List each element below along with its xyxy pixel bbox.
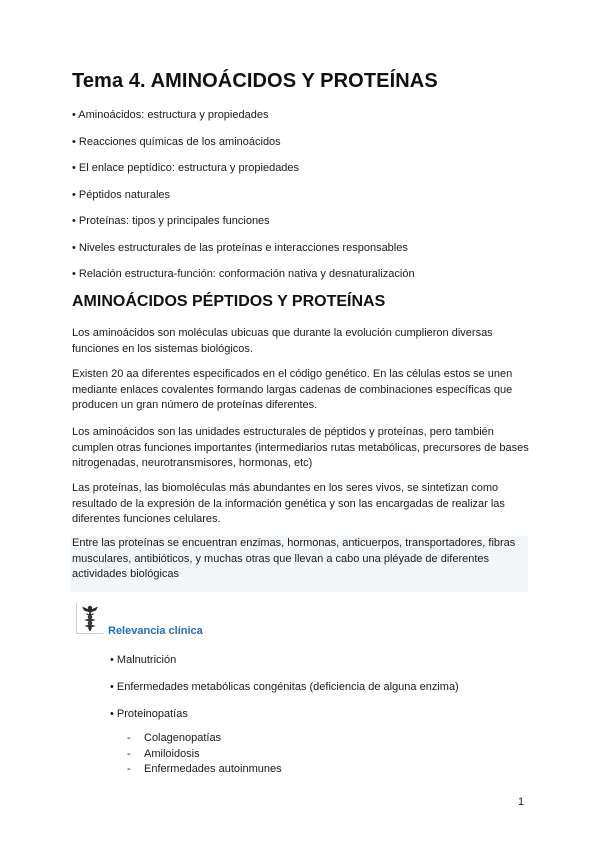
list-item: • Proteínas: tipos y principales funciones — [72, 215, 270, 227]
clinical-relevance-title: Relevancia clínica — [108, 625, 203, 637]
list-item: • Proteinopatías — [110, 708, 188, 720]
paragraph: Los aminoácidos son moléculas ubicuas que durante la evolución cumplieron diversas funciones en los sistemas biológicos. — [72, 327, 493, 355]
section-heading: AMINOÁCIDOS PÉPTIDOS Y PROTEÍNAS — [72, 293, 386, 310]
paragraph: Entre las proteínas se encuentran enzimas, hormonas, anticuerpos, transportadores, fibras musculares, antibióticos, y muchas otras que llevan a cabo una pléyade de diferentes actividades biológicas — [72, 537, 516, 580]
paragraph: Los aminoácidos son las unidades estructurales de péptidos y proteínas, pero también cumplen otras funciones importantes (intermediarios rutas metabólicas, precursores de bases nitrogenadas, neurotransmisores, hormonas, etc) — [72, 426, 529, 469]
proteinopathy-sublist — [127, 731, 282, 778]
list-item — [127, 762, 282, 778]
list-item-label: Colagenopatías — [144, 732, 222, 744]
caduceus-icon — [81, 604, 99, 632]
page-number: 1 — [518, 796, 525, 808]
list-item: • Niveles estructurales de las proteínas e interacciones responsables — [72, 241, 408, 254]
list-item-label: Enfermedades autoinmunes — [144, 763, 282, 775]
clinical-list — [110, 652, 459, 733]
paragraph: Existen 20 aa diferentes especificados en el código genético. En las células estos se unen mediante enlaces covalentes formando largas cadenas de combinaciones específicas que producen un gran número de proteínas diferentes. — [72, 368, 513, 411]
list-item: • Péptidos naturales — [72, 188, 171, 201]
list-item: • Aminoácidos: estructura y propiedades — [72, 109, 269, 121]
list-item: • Enfermedades metabólicas congénitas (deficiencia de alguna enzima) — [110, 681, 459, 693]
list-item-label: Amiloidosis — [144, 747, 200, 760]
caduceus-icon-frame — [76, 603, 103, 634]
dash-bullet: - — [127, 763, 131, 775]
topic-list — [72, 107, 415, 293]
list-item: • Reacciones químicas de los aminoácidos — [72, 135, 281, 148]
list-item: • Relación estructura-función: conformación nativa y desnaturalización — [72, 268, 415, 280]
list-item — [127, 747, 282, 763]
paragraph: Las proteínas, las biomoléculas más abundantes en los seres vivos, se sintetizan como resultado de la expresión de la información genética y son las encargadas de realizar las diferentes funciones celulares. — [72, 482, 505, 525]
list-item: • Malnutrición — [110, 654, 177, 666]
page-title: Tema 4. AMINOÁCIDOS Y PROTEÍNAS — [72, 70, 438, 92]
dash-bullet: - — [127, 747, 131, 760]
list-item — [127, 731, 282, 747]
dash-bullet: - — [127, 732, 131, 744]
list-item: • El enlace peptídico: estructura y propiedades — [72, 162, 300, 174]
